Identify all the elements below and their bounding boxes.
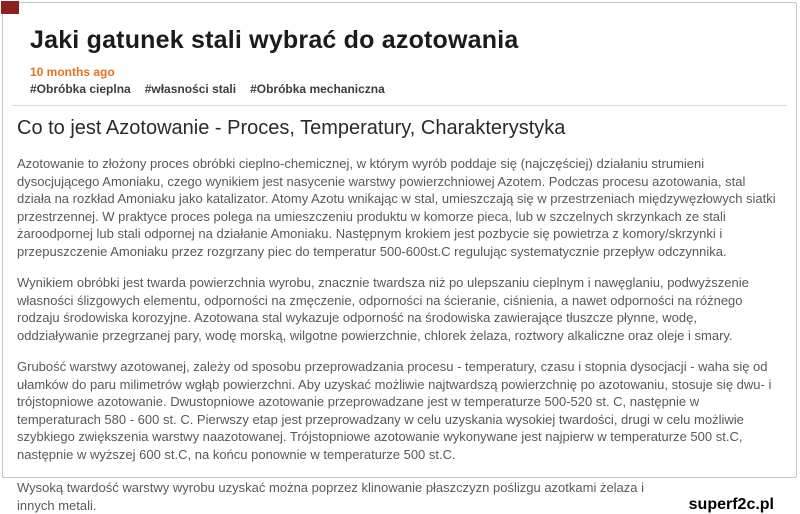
article-paragraph: Azotowanie to złożony proces obróbki cieplno-chemicznej, w którym wyrób poddaje się (najczęściej) działaniu strumieni dysocjującego Amoniaku, czego wynikiem jest nasycenie warstwy powierzchniowej Azotem. Podczas procesu azotowania, stal działa na rozkład Amoniaku jako katalizator. Atomy Azotu wnikając w stal, umieszczają się w przestrzeniach międzywęzłowych siatki przestrzennej. W praktyce proces polega na umieszczeniu produktu w komorze pieca, lub w szczelnych skrzynkach ze stali żaroodpornej lub stali odpornej na działanie Amoniaku. Następnym krokiem jest pozbycie się powietrza z komory/skrzynki i przepuszczenie Amoniaku przez rozgrzany piec do temperatur 500-600st.C regulując systematycznie przepływ odczynnika. xyxy=(17,156,776,259)
post-title: Jaki gatunek stali wybrać do azotowania xyxy=(30,26,519,54)
tag-link[interactable]: #Obróbka mechaniczna xyxy=(250,82,385,96)
corner-mark xyxy=(1,1,19,14)
article-card xyxy=(2,2,797,513)
article-paragraph: Wynikiem obróbki jest twarda powierzchnia wyrobu, znacznie twardsza niż po ulepszaniu cieplnym i nawęglaniu, podwyższenie własności ślizgowych elementu, odporności na zmęczenie, odporności na ścieranie, ciśnienia, a nawet odporności na różnego rodzaju środowiska korozyjne. Azotowana stal wykazuje odporność na środowiska zawierające tłuszcze płynne, wodę, oddziaływanie przegrzanej pary, wodę morską, wilgotne powierzchnie, chlorek żelaza, roztwory alkaliczne oraz oleje i smary. xyxy=(17,275,749,343)
article-paragraph: Grubość warstwy azotowanej, zależy od sposobu przeprowadzania procesu - temperatury, czasu i stopnia dysocjacji - waha się od ułamków do paru milimetrów wgłąb powierzchni. Aby uzyskać możliwie najtwardszą powierzchnię po azotowaniu, stosuje się dwu- i trójstopniowe azotowanie. Dwustopniowe azotowanie przeprowadzane jest w temperaturze 500-520 st. C, następnie w temperaturach 580 - 600 st. C. Pierwszy etap jest przeprowadzany w celu uzyskania wysokiej twardości, drugi w celu możliwie szybkiego zwiększenia warstwy naazotowanej. Trójstopniowe azotowanie wykonywane jest najpierw w temperaturze 500 st.C, następnie w wyższej 600 st.C, na końcu ponownie w temperaturze 500 st.C. xyxy=(17,359,772,462)
article-body xyxy=(3,117,796,463)
header-divider xyxy=(12,105,787,106)
site-logo: superf2c.pl xyxy=(688,496,774,513)
tag-list xyxy=(30,82,769,96)
tag-link[interactable]: #Obróbka cieplna xyxy=(30,82,131,96)
footer-row xyxy=(3,479,796,514)
tag-link[interactable]: #własności stali xyxy=(144,82,237,96)
article-paragraphs xyxy=(17,155,782,463)
post-date: 10 months ago xyxy=(30,65,115,79)
section-heading: Co to jest Azotowanie - Proces, Temperatury, Charakterystyka xyxy=(17,117,566,139)
post-header xyxy=(3,3,796,96)
article-paragraph: Wysoką twardość warstwy wyrobu uzyskać można poprzez klinowanie płaszczyzn poślizgu azotkami żelaza i innych metali. xyxy=(17,480,645,513)
